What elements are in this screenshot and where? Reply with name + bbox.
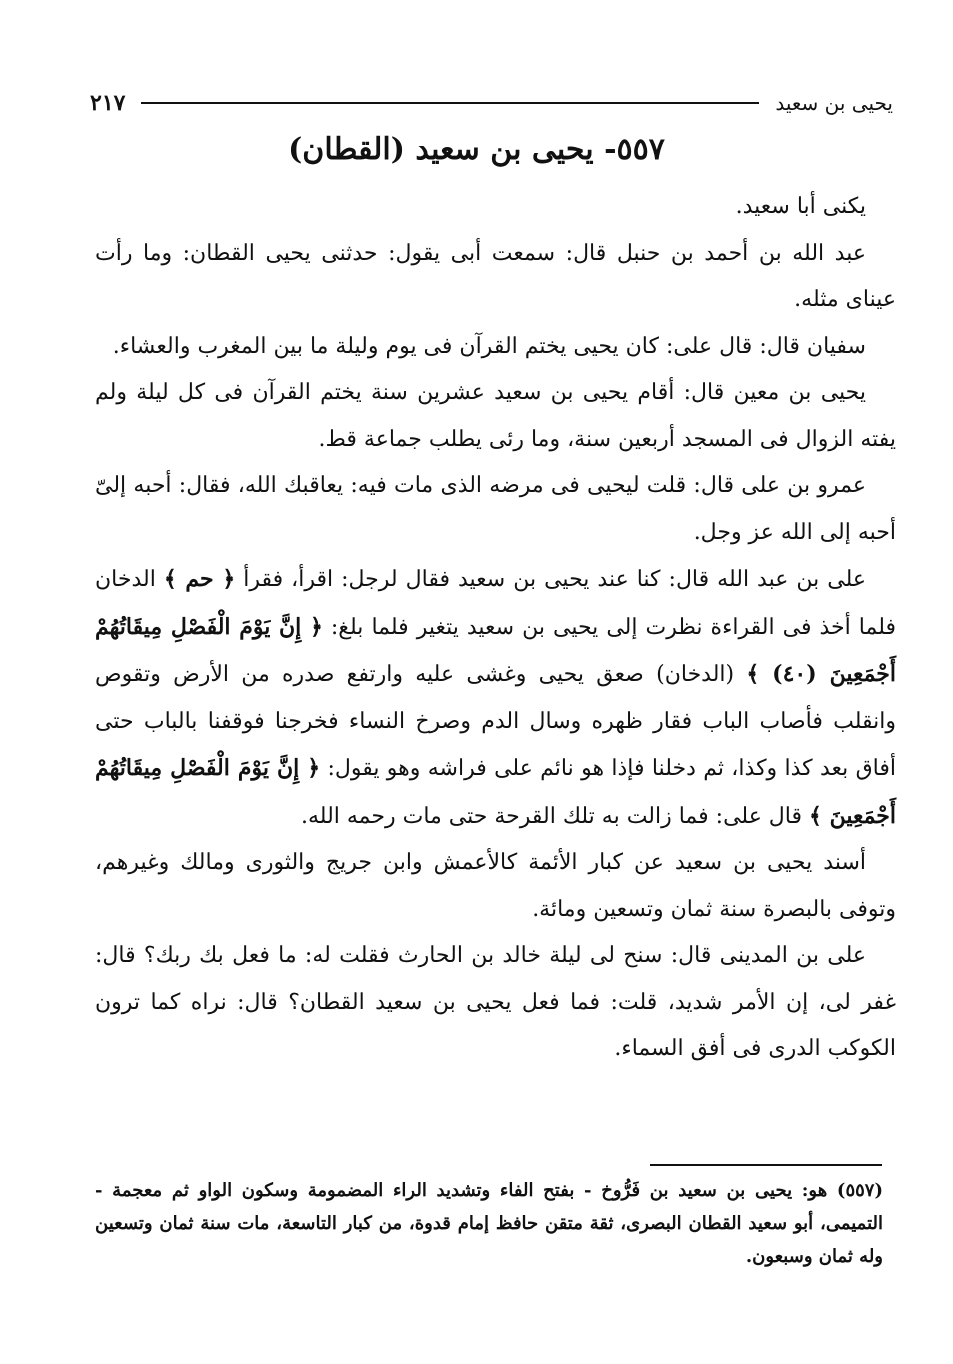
main-text [95,184,896,1073]
footnote-rule [650,1164,882,1166]
quran-quote: ﴿ حم ﴾ [163,566,236,592]
quran-quote: ﴿ إِنَّ يَوْمَ الْفَصْلِ مِيقَاتُهُمْ أَجْمَعِينَ ﴾ [95,755,896,829]
paragraph-sufyan: سفيان قال: قال على: كان يحيى يختم القرآن فى يوم وليلة ما بين المغرب والعشاء. [112,333,866,359]
text-segment: الدخان فلما أخذ فى القراءة نظرت إلى يحيى بن سعيد يتغير فلما بلغ: [95,567,897,640]
running-title: يحيى بن سعيد [775,91,893,115]
paragraph-ahmad: عبد الله بن أحمد بن حنبل قال: سمعت أبى يقول: حدثنى يحيى القطان: وما رأت عيناى مثله. [95,240,896,312]
paragraph-madini: على بن المدينى قال: سنح لى ليلة خالد بن الحارث فقلت له: ما فعل بك ربك؟ قال: غفر لى، إن الأمر شديد، قلت: فما فعل يحيى بن سعيد القطان؟ قال: نراه كما ترون الكوكب الدرى فى أفق السماء. [95,943,896,1061]
page-number: ٢١٧ [90,90,126,116]
text-segment: قال على: فما زالت به تلك القرحة حتى مات رحمه الله. [301,803,810,829]
text-segment: على بن عبد الله قال: كنا عند يحيى بن سعيد فقال لرجل: اقرأ، فقرأ [235,567,867,592]
quran-quote: ﴿ إِنَّ يَوْمَ الْفَصْلِ مِيقَاتُهُمْ أَجْمَعِينَ (٤٠) ﴾ [95,613,897,687]
paragraph-ibn-main: يحيى بن معين قال: أقام يحيى بن سعيد عشرين سنة يختم القرآن فى كل ليلة ولم يفته الزوال فى المسجد أربعين سنة، وما رئى يطلب جماعة قط. [95,380,896,452]
footnotes [95,1174,883,1273]
paragraph-amr: عمرو بن على قال: قلت ليحيى فى مرضه الذى مات فيه: يعاقبك الله، فقال: أحبه إلىّ أحبه إلى الله عز وجل. [95,473,896,545]
paragraph-ali-abdullah [95,556,896,840]
text-segment: (الدخان) صعق يحيى وغشى عليه وارتفع صدره من الأرض وتقوص وانقلب فأصاب الباب فقار ظهره وسال الدم وصرخ النساء فخرجنا فوقفنا بالباب حتى أفاق بعد كذا وكذا، ثم دخلنا فإذا هو نائم على فراشه وهو يقول: [95,662,896,781]
paragraph-kunya: يكنى أبا سعيد. [735,194,866,219]
footnote-557: (٥٥٧) هو: يحيى بن سعيد بن فَرُّوخ - بفتح الفاء وتشديد الراء المضمومة وسكون الواو ثم معجمة - التميمى، أبو سعيد القطان البصرى، ثقة متقن حافظ إمام قدوة، من كبار التاسعة، مات سنة ثمان وتسعين وله ثمان وسبعون. [95,1180,883,1267]
chapter-title: ٥٥٧- يحيى بن سعيد (القطان) [288,132,665,167]
header-rule [141,102,759,104]
running-header [90,88,893,118]
paragraph-asnad: أسند يحيى بن سعيد عن كبار الأئمة كالأعمش وابن جريج والثورى ومالك وغيرهم، وتوفى بالبصرة سنة ثمان وتسعين ومائة. [95,850,896,922]
